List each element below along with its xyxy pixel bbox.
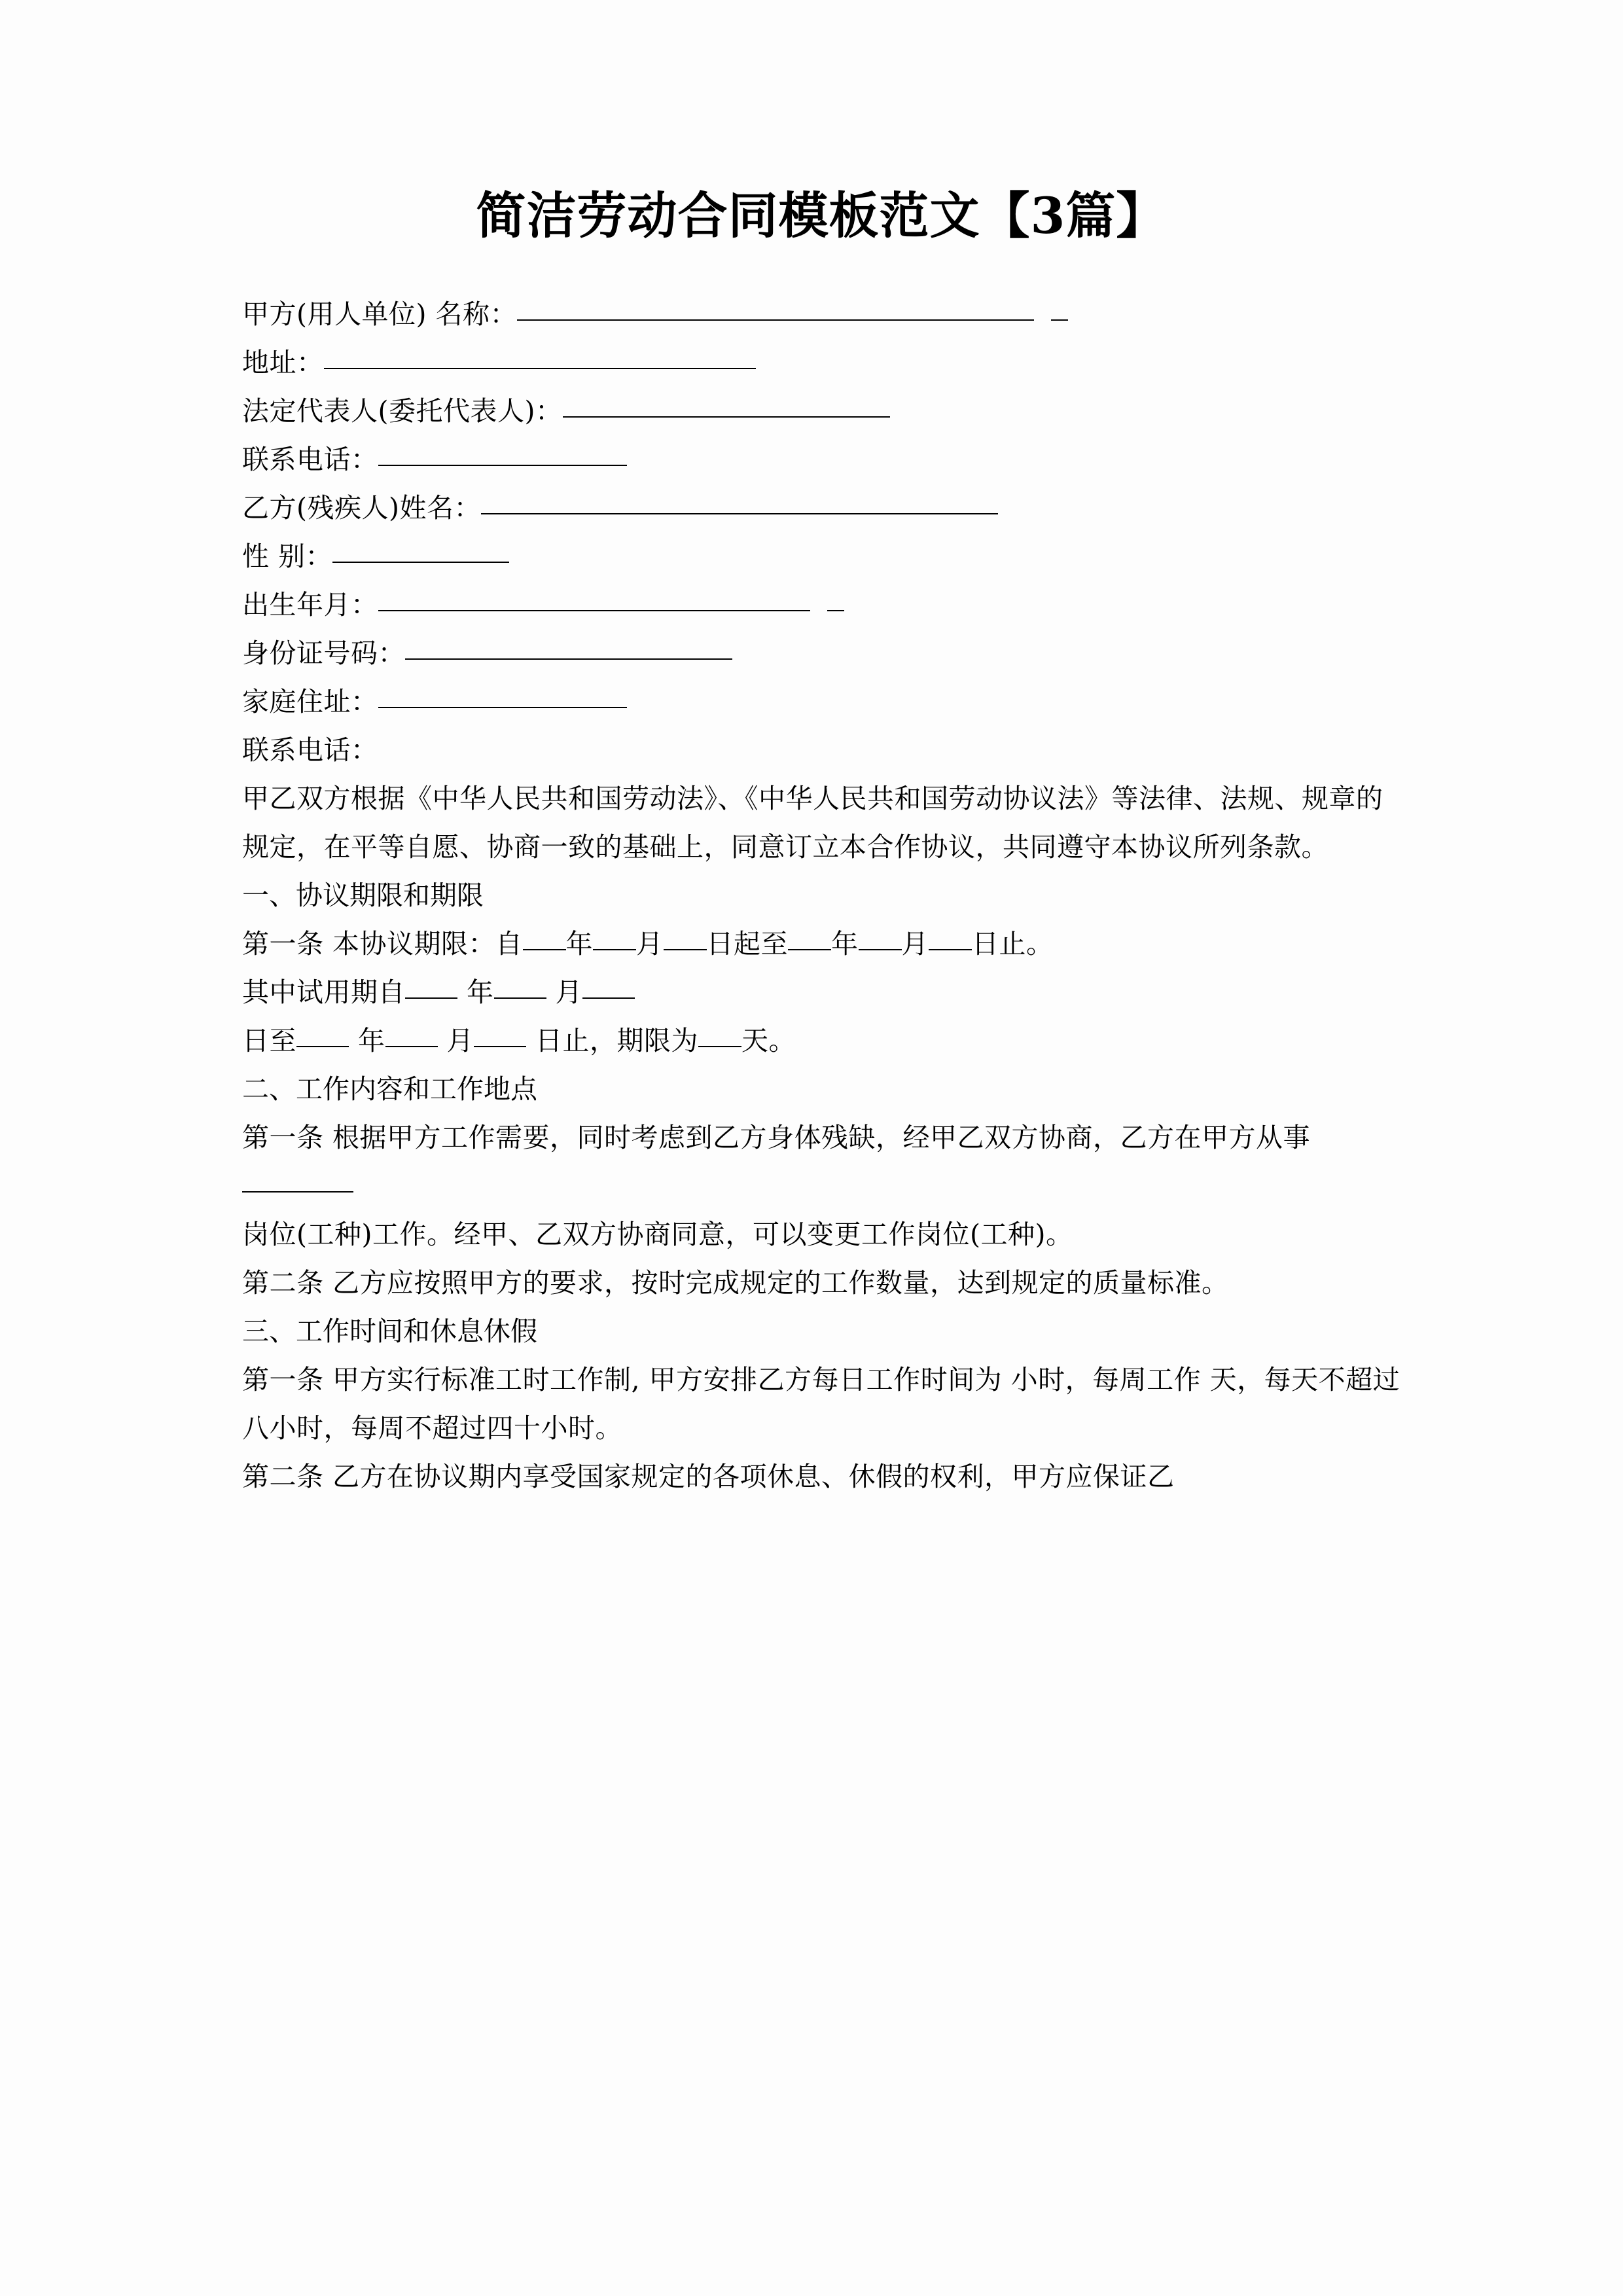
form-field-row	[242, 484, 1400, 532]
contract-sections	[242, 871, 1400, 1501]
form-field-label: 联系电话：	[242, 444, 378, 475]
clause-text: 年	[358, 1025, 385, 1056]
clause-text: 第一条 甲方实行标准工时工作制, 甲方安排乙方每日工作时间为 小时，每周工作 天，每天不超过八小时，每周不超过四十小时。	[242, 1364, 1400, 1444]
form-field-blank[interactable]	[481, 491, 998, 514]
form-field-blank[interactable]	[378, 442, 627, 466]
clause-text: 年	[467, 977, 494, 1008]
clause-paragraph	[242, 968, 1400, 1016]
form-field-label: 地址：	[242, 347, 324, 378]
inline-blank[interactable]	[859, 927, 902, 950]
document-body	[242, 290, 1400, 1501]
form-field-label: 家庭住址：	[242, 686, 378, 717]
inline-blank[interactable]	[929, 927, 972, 950]
clause-text: 天。	[741, 1025, 796, 1056]
clause-text: 日止。	[972, 928, 1054, 960]
clause-text: 日起至	[706, 928, 789, 960]
clause-text: 岗位(工种)工作。经甲、乙双方协商同意，可以变更工作岗位(工种)。	[242, 1219, 1073, 1250]
clause-text: 第一条 根据甲方工作需要，同时考虑到乙方身体残缺，经甲乙双方协商，乙方在甲方从事	[242, 1122, 1311, 1153]
document-content	[242, 0, 1400, 1501]
inline-blank[interactable]	[698, 1024, 741, 1047]
clause-text: 年	[565, 928, 594, 960]
clause-paragraph	[242, 1259, 1400, 1307]
clause-paragraph	[242, 1016, 1400, 1065]
inline-blank[interactable]	[523, 927, 566, 950]
inline-blank[interactable]	[385, 1024, 438, 1047]
clause-text: 月	[901, 928, 929, 960]
clause-text: 日至	[242, 1025, 296, 1056]
form-field-row	[242, 677, 1400, 726]
form-field-row	[242, 338, 1400, 387]
inline-blank[interactable]	[582, 975, 635, 999]
section-heading: 二、工作内容和工作地点	[242, 1073, 537, 1105]
form-field-label: 联系电话：	[242, 734, 378, 766]
form-field-label: 出生年月：	[242, 589, 378, 620]
clause-text: 月	[555, 977, 582, 1008]
page-title: 简洁劳动合同模板范文【3篇】	[476, 187, 1167, 245]
form-field-blank[interactable]	[378, 588, 810, 611]
preamble-paragraph: 甲乙双方根据《中华人民共和国劳动法》、《中华人民共和国劳动协议法》等法律、法规、规章的规定，在平等自愿、协商一致的基础上，同意订立本合作协议，共同遵守本协议所列条款。	[242, 783, 1383, 863]
clause-paragraph	[242, 1355, 1400, 1452]
clause-text: 年	[831, 928, 859, 960]
form-field-label: 性 别：	[242, 541, 333, 572]
form-field-row	[242, 532, 1400, 581]
form-field-blank[interactable]	[378, 685, 627, 708]
clause-text: 其中试用期自	[242, 977, 405, 1008]
clause-text: 第二条 乙方应按照甲方的要求，按时完成规定的工作数量，达到规定的质量标准。	[242, 1267, 1229, 1299]
form-field-blank[interactable]	[324, 346, 756, 369]
clause-text: 月	[446, 1025, 474, 1056]
inline-blank[interactable]	[788, 927, 831, 950]
inline-blank[interactable]	[664, 927, 707, 950]
form-field-label: 乙方(残疾人)姓名：	[242, 492, 481, 524]
clause-paragraph	[242, 920, 1400, 968]
section-heading: 三、工作时间和休息休假	[242, 1316, 537, 1347]
clause-text: 月	[636, 928, 664, 960]
form-field-blank[interactable]	[517, 297, 1034, 321]
inline-blank[interactable]	[405, 975, 457, 999]
form-field-row	[242, 581, 1400, 629]
form-field-row	[242, 387, 1400, 435]
inline-blank[interactable]	[242, 1169, 353, 1193]
inline-blank[interactable]	[474, 1024, 526, 1047]
clause-text: 第二条 乙方在协议期内享受国家规定的各项休息、休假的权利，甲方应保证乙	[242, 1461, 1175, 1492]
party-info-form	[242, 290, 1400, 774]
form-field-blank[interactable]	[563, 394, 890, 418]
form-field-label: 身份证号码：	[242, 637, 405, 669]
form-field-row	[242, 290, 1400, 338]
form-field-row	[242, 435, 1400, 484]
form-field-row	[242, 726, 1400, 774]
clause-text: 日止，期限为	[535, 1025, 698, 1056]
clause-text: 第一条 本协议期限：自	[242, 928, 523, 960]
form-field-label: 法定代表人(委托代表人)：	[242, 395, 563, 427]
form-field-blank[interactable]	[332, 539, 509, 563]
trailing-dash	[827, 588, 844, 611]
form-field-blank[interactable]	[405, 636, 732, 660]
clause-paragraph	[242, 1452, 1400, 1501]
inline-blank[interactable]	[494, 975, 546, 999]
trailing-dash	[1051, 297, 1068, 321]
form-field-row	[242, 629, 1400, 677]
section-heading: 一、协议期限和期限	[242, 880, 484, 911]
form-field-label: 甲方(用人单位) 名称：	[242, 298, 518, 330]
inline-blank[interactable]	[593, 927, 636, 950]
inline-blank[interactable]	[296, 1024, 349, 1047]
clause-paragraph	[242, 1113, 1400, 1259]
